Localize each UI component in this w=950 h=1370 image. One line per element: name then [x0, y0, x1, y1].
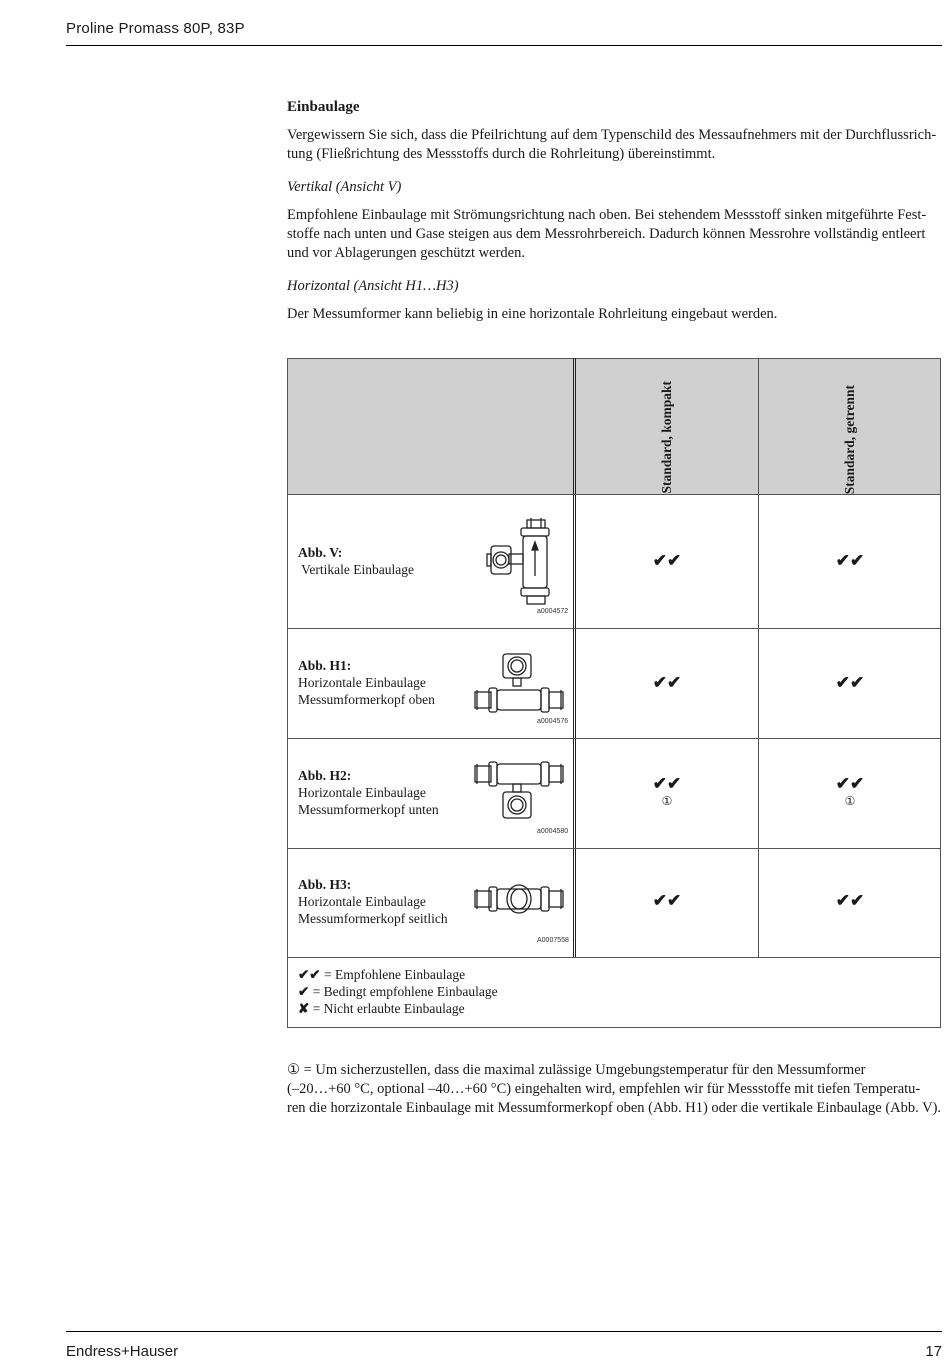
row-label-h1 [298, 657, 435, 708]
horizontal-paragraph: Der Messumformer kann beliebig in eine horizontale Rohrleitung eingebaut werden. [287, 306, 778, 322]
header-rule [66, 45, 942, 46]
horizontal-subheading: Horizontal (Ansicht H1…H3) [287, 278, 459, 294]
legend-item [298, 983, 498, 1000]
check-mark: ✔✔ [835, 891, 865, 910]
horizontal-head-down-diagram [473, 760, 565, 824]
row-description-2: Messumformerkopf oben [298, 692, 435, 707]
footer-brand: Endress+Hauser [66, 1343, 179, 1360]
intro-line-2: tung (Fließrichtung des Messstoffs durch die Rohrleitung) übereinstimmt. [287, 146, 716, 162]
footnote-marker: ① [844, 794, 856, 808]
row-title: Abb. H3: [298, 877, 352, 892]
footnote-paragraph [287, 1061, 942, 1118]
note-line-2: (–20…+60 °C, optional –40…+60 °C) eingehalten wird, empfehlen wir für Messstoffe mit tiefen Temperatu- [287, 1081, 921, 1097]
check-mark: ✔✔ [652, 774, 682, 793]
row-description: Horizontale Einbaulage [298, 675, 426, 690]
table-rule [287, 848, 941, 849]
figure-code: a0004580 [537, 828, 569, 835]
row-title: Abb. V: [298, 545, 343, 560]
document-header-title: Proline Promass 80P, 83P [66, 20, 245, 37]
row-label-v [298, 544, 414, 578]
table-rule [287, 628, 941, 629]
table-rule [287, 738, 941, 739]
figure-code: A0007558 [537, 937, 569, 944]
note-line-3: ren die horzizontale Einbaulage mit Messumformerkopf oben (Abb. H1) oder die vertikale Einbaulage (Abb. V). [287, 1100, 942, 1116]
row-description-2: Messumformerkopf unten [298, 802, 439, 817]
legend-item [298, 966, 498, 983]
legend-text: = Bedingt empfohlene Einbaulage [309, 984, 498, 999]
vertical-line-1: Empfohlene Einbaulage mit Strömungsrichtung nach oben. Bei stehendem Messstoff sinken mitgeführte Fest- [287, 207, 927, 223]
installation-table [287, 358, 941, 1028]
legend-item [298, 1000, 498, 1017]
section-heading: Einbaulage [287, 99, 360, 115]
check-mark: ✔✔ [652, 891, 682, 910]
table-divider-columns [758, 358, 759, 957]
check-mark: ✔✔ [652, 673, 682, 692]
horizontal-head-side-diagram [473, 883, 565, 919]
intro-line-1: Vergewissern Sie sich, dass die Pfeilrichtung auf dem Typenschild des Messaufnehmers mit der Durchflussrich- [287, 127, 937, 143]
cell-compact-h2 [577, 775, 757, 809]
vertical-line-3: und vor Ablagerungen geschützt werden. [287, 245, 525, 261]
cell-compact-h1 [577, 674, 757, 692]
row-title: Abb. H2: [298, 768, 352, 783]
vertical-paragraph [287, 206, 942, 263]
row-description-2: Messumformerkopf seitlich [298, 911, 448, 926]
legend-text: = Nicht erlaubte Einbaulage [309, 1001, 465, 1016]
note-line-1: ① = Um sicherzustellen, dass die maximal zulässige Umgebungstemperatur für den Messumformer [287, 1062, 866, 1078]
main-content [287, 98, 942, 324]
figure-code: a0004572 [537, 608, 569, 615]
table-divider-label [573, 358, 576, 957]
column-header-remote-label: Standard, getrennt [842, 384, 857, 494]
row-label-h3 [298, 876, 448, 927]
cell-remote-h2 [760, 775, 940, 809]
figure-code: a0004576 [537, 718, 569, 725]
column-header-remote [760, 358, 940, 494]
check-mark: ✔✔ [652, 551, 682, 570]
row-title: Abb. H1: [298, 658, 352, 673]
cell-compact-h3 [577, 892, 757, 910]
cell-remote-v [760, 552, 940, 570]
legend-text: = Empfohlene Einbaulage [320, 967, 466, 982]
column-header-compact-label: Standard, kompakt [659, 381, 674, 494]
check-mark: ✔✔ [835, 774, 865, 793]
footnote-marker: ① [661, 794, 673, 808]
check-mark: ✔✔ [835, 551, 865, 570]
cell-compact-v [577, 552, 757, 570]
legend-symbol: ✔ [298, 984, 310, 999]
intro-paragraph [287, 126, 942, 164]
row-label-h2 [298, 767, 439, 818]
legend-symbol: ✘ [298, 1001, 310, 1016]
horizontal-head-up-diagram [473, 652, 565, 716]
check-mark: ✔✔ [835, 673, 865, 692]
cell-remote-h1 [760, 674, 940, 692]
row-description: Horizontale Einbaulage [298, 894, 426, 909]
vertical-subheading: Vertikal (Ansicht V) [287, 179, 402, 195]
footer-rule [66, 1331, 942, 1332]
page-number: 17 [925, 1343, 942, 1360]
vertical-line-2: stoffe nach unten und Gase steigen aus dem Messrohrbereich. Dadurch können Messrohre vollständig entleert [287, 226, 926, 242]
vertical-installation-diagram [487, 516, 567, 608]
table-rule [287, 957, 941, 958]
table-legend [298, 966, 498, 1017]
cell-remote-h3 [760, 892, 940, 910]
column-header-compact [577, 358, 757, 494]
legend-symbol: ✔✔ [298, 967, 321, 982]
row-description: Horizontale Einbaulage [298, 785, 426, 800]
row-description: Vertikale Einbaulage [298, 562, 414, 577]
